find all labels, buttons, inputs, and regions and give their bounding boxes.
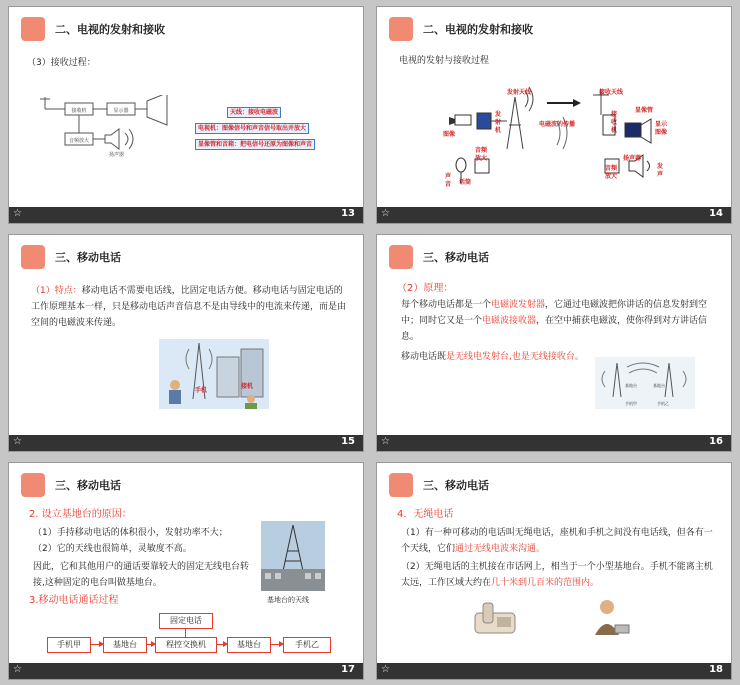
label-sound-out: 发声 (657, 163, 664, 178)
flow-arrow (217, 644, 227, 645)
label-rx-machine: 接收机 (611, 111, 618, 134)
slide-title: 三、移动电话 (423, 251, 489, 264)
label-image: 图像 (443, 131, 456, 138)
principle-heading: （2）原理： (397, 283, 454, 294)
slide-number: 17 (341, 664, 355, 675)
header-marker (21, 245, 45, 269)
conclusion-text: 因此，它和其他用户的通话要靠较大的固定无线电台转接,这种固定的电台叫做基地台。 (33, 562, 250, 588)
label-em-wave: 电磁波的传播 (539, 121, 576, 128)
subtitle: （3）接收过程： (27, 58, 96, 68)
slide-header (389, 17, 533, 41)
slide-footer (9, 663, 363, 679)
label-phone: 手机 (195, 387, 208, 394)
photo-caption: 基地台的天线 (267, 596, 309, 604)
label-sound: 声音 (445, 173, 452, 188)
label-audio-amp2: 音频放大 (605, 165, 618, 180)
header-marker (389, 245, 413, 269)
cordless-paragraph-2: （2）无绳电话的主机接在市话网上，相当于一个小型基地台。手机不能离主机太远，工作区域大约在几十米到几百米的范围内。 (401, 562, 713, 588)
header-marker (21, 17, 45, 41)
fixed-phone-box: 固定电话 (159, 613, 213, 629)
slide-number: 16 (709, 436, 723, 447)
slide-footer (377, 435, 731, 451)
tv-broadcast-diagram (437, 85, 677, 197)
slide-header (389, 245, 489, 269)
flow-node-base-1: 基地台 (103, 637, 147, 653)
label-rx-antenna: 接收天线 (599, 89, 624, 96)
svg-text:手机乙: 手机乙 (657, 401, 669, 406)
person-on-phone-image (591, 597, 631, 637)
label-display-tube: 显像管 (635, 107, 654, 114)
slide-icon: ☆ (381, 208, 390, 219)
slide-number: 13 (341, 208, 355, 219)
slide-header (21, 17, 165, 41)
slide-icon: ☆ (381, 436, 390, 447)
slide-number: 18 (709, 664, 723, 675)
header-marker (21, 473, 45, 497)
slide-title: 二、电视的发射和接收 (423, 23, 533, 36)
principle-paragraph: 每个移动电话都是一个电磁波发射器，它通过电磁波把你讲话的信息发射到空中；同时它又是一个电磁波接收器，在空中捕获电磁波，使你得到对方讲话信息。 (401, 300, 708, 342)
header-marker (389, 17, 413, 41)
svg-text:基地台: 基地台 (625, 383, 637, 388)
label-receiver: 接机 (241, 383, 254, 390)
slide-title: 三、移动电话 (55, 251, 121, 264)
label-tx-antenna: 发射天线 (507, 89, 532, 96)
receiver-block-diagram (37, 95, 177, 157)
feature-paragraph: （1）特点：移动电话不需要电话线，比固定电话方便。移动电话与固定电话的工作原理基本一样，只是移动电话声音信息不是由导线中的电流来传递，而是由空间的电磁波来传递。 (31, 286, 347, 328)
svg-text:手机甲: 手机甲 (625, 401, 637, 406)
slide-number: 14 (709, 208, 723, 219)
fixed-phone-connector (185, 628, 186, 637)
label-speaker: 扬声器 (623, 155, 642, 162)
svg-text:基地台: 基地台 (653, 383, 665, 388)
principle-summary: 移动电话既是无线电发射台,也是无线接收台。 (401, 352, 584, 362)
base-station-photo (261, 521, 325, 591)
slide-title: 二、电视的发射和接收 (55, 23, 165, 36)
flow-node-switch: 程控交换机 (155, 637, 217, 653)
slide-icon: ☆ (381, 664, 390, 675)
slide-header (389, 473, 489, 497)
slide-17[interactable] (8, 462, 364, 680)
slide-footer (9, 207, 363, 223)
cordless-heading: 4．无绳电话 (397, 509, 454, 520)
label-display-image: 显示图像 (655, 121, 668, 136)
header-marker (389, 473, 413, 497)
slide-header (21, 473, 121, 497)
svg-text:音频放大: 音频放大 (68, 138, 90, 144)
flow-arrow (271, 644, 283, 645)
svg-text:接收机: 接收机 (71, 108, 87, 114)
flow-node-phone-a: 手机甲 (47, 637, 91, 653)
label-mic: 话筒 (459, 179, 472, 186)
svg-text:显示器: 显示器 (113, 108, 129, 114)
subtitle: 电视的发射与接收过程 (399, 56, 490, 66)
slide-icon: ☆ (13, 664, 22, 675)
call-process-heading: 3.移动电话通话过程 (29, 595, 119, 606)
tag-tube-speaker: 显像管和音箱：把电信号还原为图像和声音 (195, 139, 315, 150)
flow-arrow (147, 644, 155, 645)
base-station-heading: 2. 设立基地台的原因： (29, 509, 132, 520)
slide-15[interactable] (8, 234, 364, 452)
flow-arrow (91, 644, 103, 645)
label-tx-machine: 发射机 (495, 111, 502, 134)
slide-icon: ☆ (13, 208, 22, 219)
flow-node-phone-b: 手机乙 (283, 637, 331, 653)
cordless-phone-image (473, 599, 517, 635)
flow-node-base-2: 基地台 (227, 637, 271, 653)
slide-13[interactable] (8, 6, 364, 224)
tag-tv: 电视机：图像信号和声音信号取出并放大 (195, 123, 309, 134)
reason-1: （1）手持移动电话的体积很小，发射功率不大； (33, 528, 228, 538)
svg-text:扬声器: 扬声器 (109, 152, 125, 157)
slide-title: 三、移动电话 (423, 479, 489, 492)
slide-footer (377, 663, 731, 679)
slide-footer (377, 207, 731, 223)
base-station-illustration (595, 357, 695, 409)
reason-2: （2）它的天线也很简单，灵敏度不高。 (33, 544, 192, 554)
slide-number: 15 (341, 436, 355, 447)
slide-18[interactable] (376, 462, 732, 680)
label-audio-amp: 音频放大 (475, 147, 488, 162)
slide-footer (9, 435, 363, 451)
cordless-paragraph-1: （1）有一种可移动的电话叫无绳电话，座机和手机之间没有电话线，但各有一个天线，它们通过无线电波来沟通。 (401, 528, 713, 554)
mobile-scene-illustration (159, 339, 269, 409)
tag-antenna: 天线：接收电磁波 (227, 107, 281, 118)
slide-title: 三、移动电话 (55, 479, 121, 492)
slide-14[interactable] (376, 6, 732, 224)
slide-header (21, 245, 121, 269)
slide-16[interactable] (376, 234, 732, 452)
slide-icon: ☆ (13, 436, 22, 447)
